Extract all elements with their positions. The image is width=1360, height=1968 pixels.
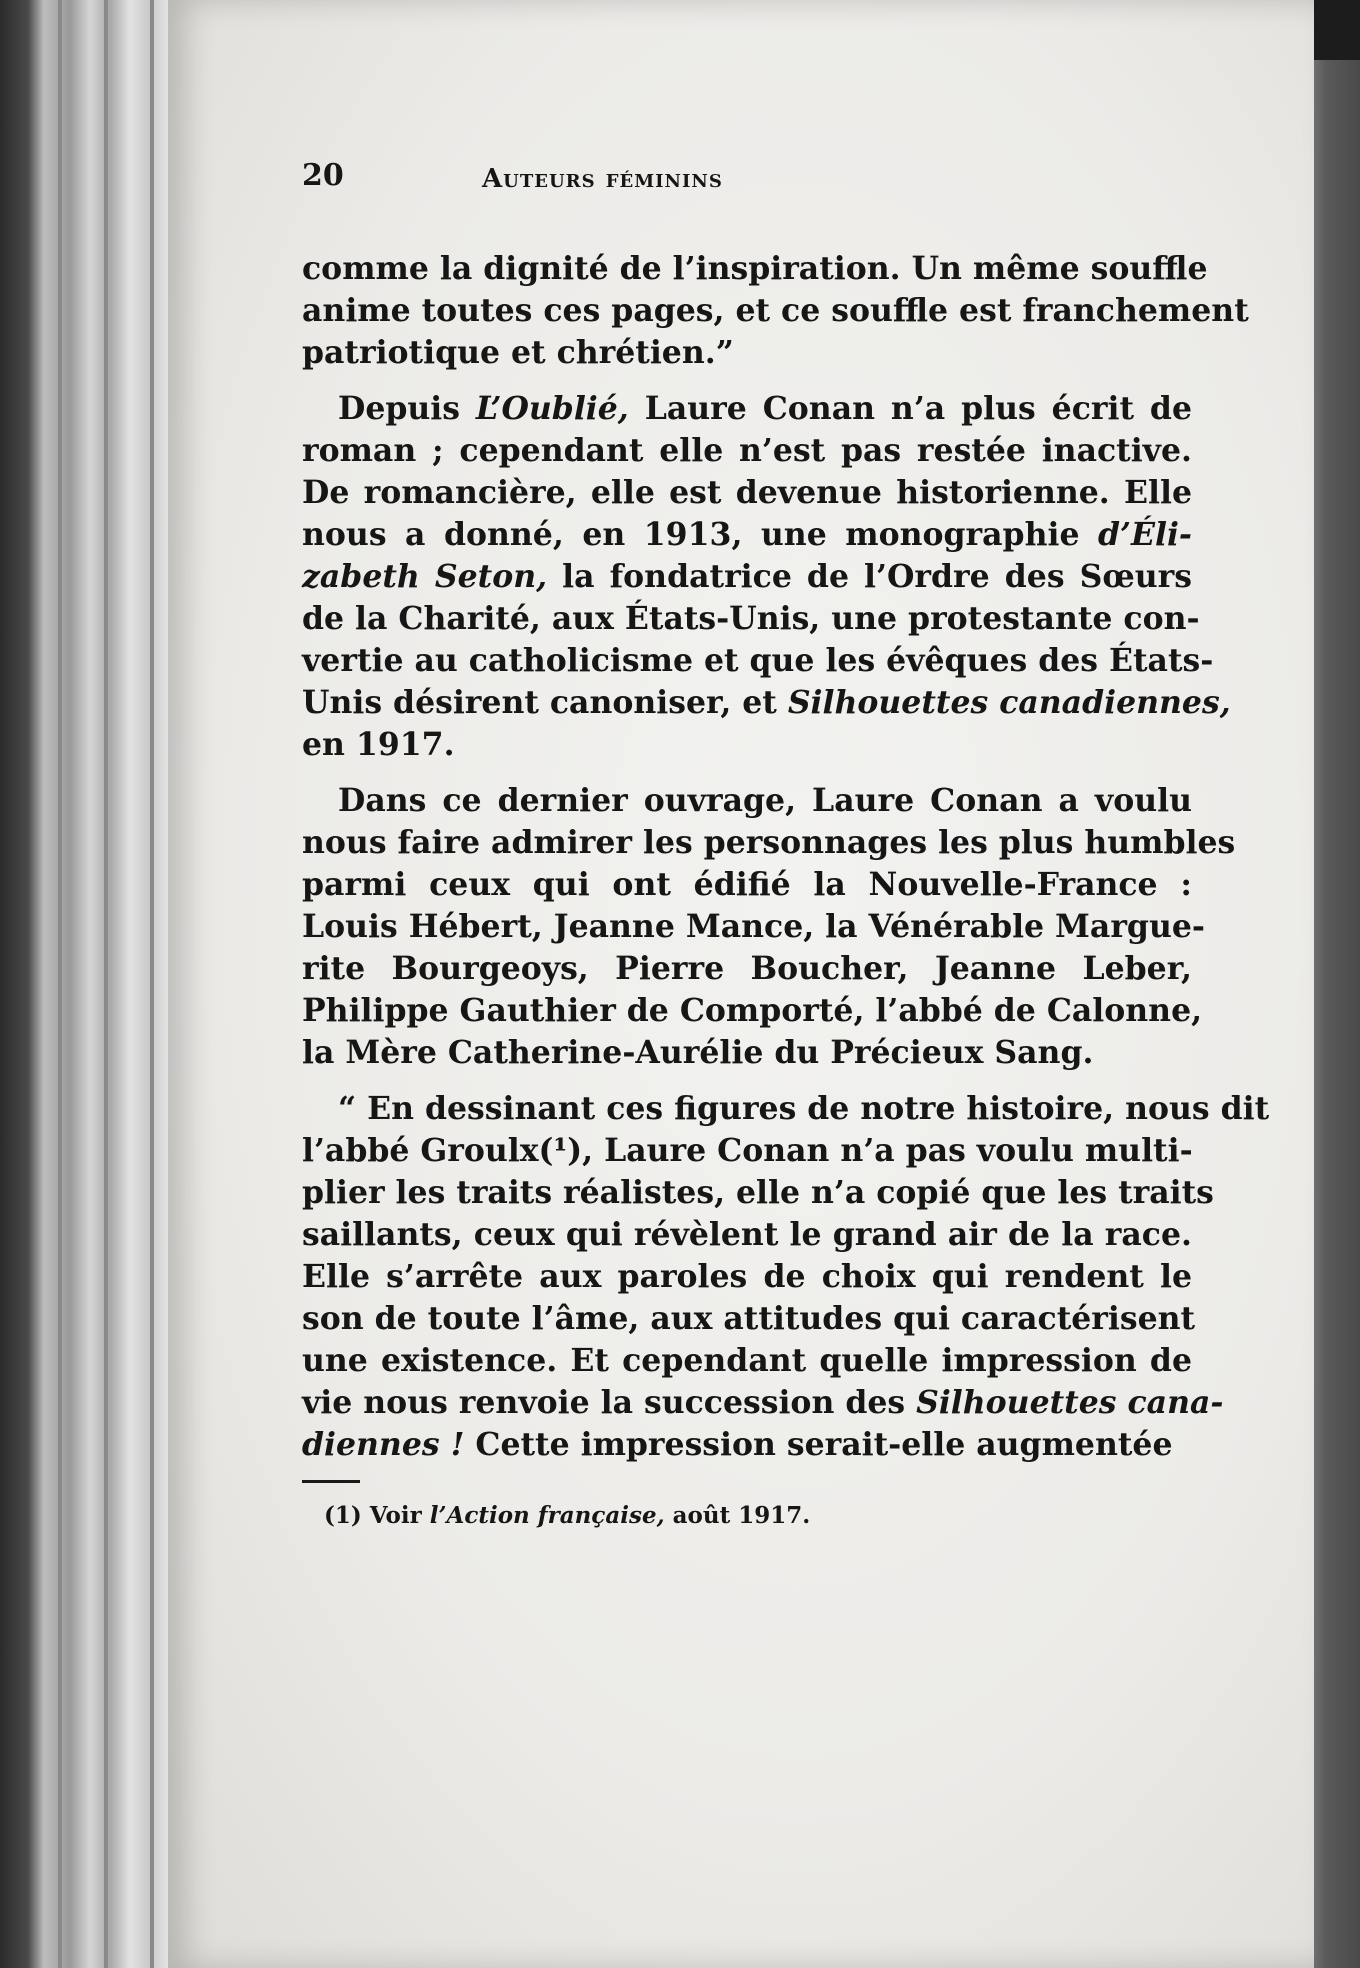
text-run: août 1917. xyxy=(664,1502,811,1529)
text-line: une existence. Et cependant quelle impression de xyxy=(302,1342,1192,1379)
paragraph xyxy=(302,780,1236,1074)
running-title: Auteurs féminins xyxy=(482,164,723,194)
text-line xyxy=(302,1424,1192,1466)
text-line xyxy=(302,514,1192,556)
text-line: parmi ceux qui ont édifié la Nouvelle-France : xyxy=(302,866,1192,903)
text-line: de la Charité, aux États-Unis, une protestante con- xyxy=(302,600,1200,637)
page-edge-line xyxy=(104,0,108,1968)
paragraph xyxy=(302,388,1231,766)
text-run: la fondatrice de l’Ordre des Sœurs xyxy=(547,558,1192,595)
right-page-edge xyxy=(1314,60,1360,1968)
text-line: Louis Hébert, Jeanne Mance, la Vénérable Margue- xyxy=(302,908,1205,945)
text-run: vie nous renvoie la succession des xyxy=(302,1384,917,1421)
text-line: son de toute l’âme, aux attitudes qui caractérisent xyxy=(302,1300,1196,1337)
text-line: roman ; cependant elle n’est pas restée inactive. xyxy=(302,432,1192,469)
text-line: saillants, ceux qui révèlent le grand air de la race. xyxy=(302,1216,1192,1253)
text-line xyxy=(302,682,1231,724)
text-line: comme la dignité de l’inspiration. Un même souffle xyxy=(302,250,1208,287)
text-line: anime toutes ces pages, et ce souffle est franchement xyxy=(302,292,1249,329)
paragraph xyxy=(302,1088,1270,1466)
book-page xyxy=(168,0,1314,1968)
running-head xyxy=(302,150,1192,210)
text-run: Laure Conan n’a plus écrit de xyxy=(628,390,1192,427)
footnote-rule xyxy=(302,1480,360,1483)
text-line xyxy=(302,1382,1224,1424)
page-content xyxy=(302,150,1270,1533)
text-run: nous a donné, en 1913, une monographie xyxy=(302,516,1098,553)
text-line: Philippe Gauthier de Comporté, l’abbé de Calonne, xyxy=(302,992,1203,1029)
italic-text: d’Éli- xyxy=(1097,516,1192,553)
text-line: rite Bourgeoys, Pierre Boucher, Jeanne Leber, xyxy=(302,950,1192,987)
stacked-page-edges xyxy=(0,0,190,1968)
text-line: en 1917. xyxy=(302,726,455,763)
text-line: l’abbé Groulx(¹), Laure Conan n’a pas voulu multi- xyxy=(302,1132,1193,1169)
text-line xyxy=(302,556,1192,598)
page-edge-line xyxy=(58,0,62,1968)
text-line: plier les traits réalistes, elle n’a copié que les traits xyxy=(302,1174,1214,1211)
text-line: la Mère Catherine-Aurélie du Précieux Sang. xyxy=(302,1034,1094,1071)
body-text xyxy=(302,248,1270,1466)
text-line: nous faire admirer les personnages les plus humbles xyxy=(302,824,1236,861)
footnote xyxy=(302,1499,1192,1533)
italic-text: Silhouettes cana- xyxy=(916,1384,1224,1421)
text-run: Voir xyxy=(361,1502,430,1529)
text-run: Depuis xyxy=(338,390,476,427)
italic-text: L’Oublié, xyxy=(475,390,629,427)
page-number: 20 xyxy=(302,158,344,193)
text-run: Unis désirent canoniser, et xyxy=(302,684,788,721)
italic-text: zabeth Seton, xyxy=(302,558,548,595)
paragraph xyxy=(302,248,1249,374)
text-line: vertie au catholicisme et que les évêques des États- xyxy=(302,642,1214,679)
text-line: Elle s’arrête aux paroles de choix qui rendent le xyxy=(302,1258,1192,1295)
text-line xyxy=(302,388,1192,430)
text-line: “ En dessinant ces figures de notre histoire, nous dit xyxy=(338,1090,1270,1127)
text-line: patriotique et chrétien.” xyxy=(302,334,734,371)
italic-text: diennes ! xyxy=(302,1426,465,1463)
text-line: Dans ce dernier ouvrage, Laure Conan a voulu xyxy=(338,782,1192,819)
text-run: Cette impression serait-elle augmentée xyxy=(464,1426,1173,1463)
italic-text: l’Action française, xyxy=(429,1502,665,1529)
page-edge-line xyxy=(150,0,154,1968)
text-line: De romancière, elle est devenue historienne. Elle xyxy=(302,474,1192,511)
footnote-marker: (1) xyxy=(324,1502,362,1529)
italic-text: Silhouettes canadiennes, xyxy=(787,684,1231,721)
